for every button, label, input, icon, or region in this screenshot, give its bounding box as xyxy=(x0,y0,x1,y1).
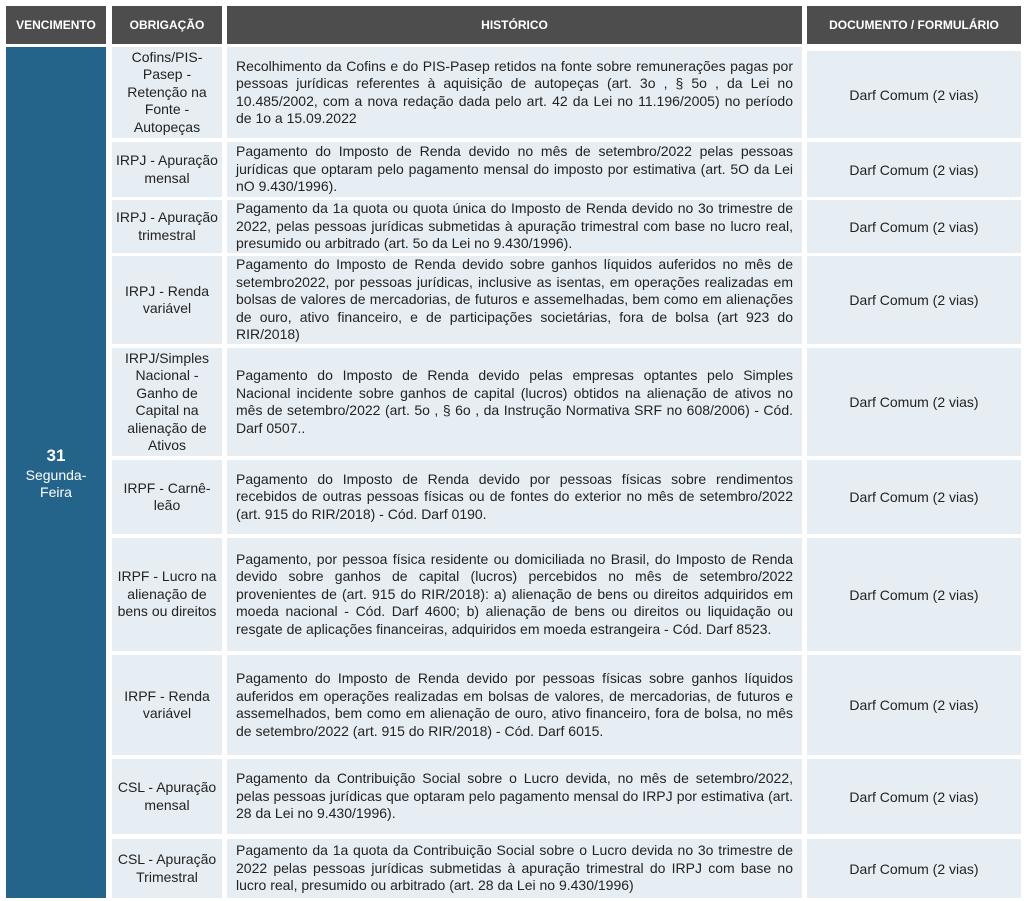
header-documento: DOCUMENTO / FORMULÁRIO xyxy=(807,6,1021,44)
documento-cell: Darf Comum (2 vias) xyxy=(807,759,1021,834)
vencimento-day: 31 xyxy=(46,445,66,465)
historico-text: Pagamento da 1a quota da Contribuição Social sobre o Lucro devida no 3o trimestre de 2022 pelas pessoas jurídicas submetidas à apuração trimestral do IRPJ com base no lucro real, presumido ou arbitrado (art. 28 da Lei no 9.430/1996) xyxy=(236,842,793,894)
historico-cell xyxy=(227,759,802,834)
historico-text: Pagamento da 1a quota ou quota única do Imposto de Renda devido no 3o trimestre de 2022, pelas pessoas jurídicas submetidas à apuração trimestral com base no lucro real, presumido ou arbitrado (art. 5o da Lei no 9.430/1996). xyxy=(236,200,793,252)
obrigacao-cell: IRPF - Carnê-leão xyxy=(112,460,222,534)
documento-cell: Darf Comum (2 vias) xyxy=(807,142,1021,197)
obrigacao-cell: IRPJ - Apuração trimestral xyxy=(112,200,222,253)
vencimento-cell xyxy=(6,47,106,898)
historico-cell xyxy=(227,348,802,456)
obrigacao-cell: IRPF - Lucro na alienação de bens ou direitos xyxy=(112,538,222,651)
obrigacao-cell: IRPJ - Renda variável xyxy=(112,256,222,344)
historico-cell xyxy=(227,839,802,898)
header-vencimento: VENCIMENTO xyxy=(6,6,106,44)
historico-text: Pagamento do Imposto de Renda devido sobre ganhos líquidos auferidos no mês de setembro2022, por pessoas jurídicas, inclusive as isentas, em operações realizadas em bolsas de valores de mercadorias, de futuros e assemelhadas, bem como em alienações de ouro, ativo financeiro, e de participações societárias, fora de bolsa (art 923 do RIR/2018) xyxy=(236,256,793,343)
historico-cell xyxy=(227,47,802,138)
historico-cell xyxy=(227,256,802,344)
documento-cell: Darf Comum (2 vias) xyxy=(807,655,1021,755)
historico-text: Recolhimento da Cofins e do PIS-Pasep retidos na fonte sobre remunerações pagas por pessoas jurídicas referentes à aquisição de autopeças (art. 3o , § 5o , da Lei no 10.485/2002, com a nova redação dada pelo art. 42 da Lei no 11.196/2005) no período de 1o a 15.09.2022 xyxy=(236,57,793,126)
obrigacao-cell: IRPJ/Simples Nacional - Ganho de Capital na alienação de Ativos xyxy=(112,348,222,456)
historico-cell xyxy=(227,142,802,197)
historico-text: Pagamento do Imposto de Renda devido no mês de setembro/2022 pelas pessoas jurídicas que optaram pelo pagamento mensal do imposto por estimativa (art. 5O da Lei nO 9.430/1996). xyxy=(236,143,793,195)
historico-text: Pagamento da Contribuição Social sobre o Lucro devida, no mês de setembro/2022, pelas pessoas jurídicas que optaram pelo pagamento mensal do IRPJ por estimativa (art. 28 da Lei no 9.430/1996). xyxy=(236,770,793,822)
historico-cell xyxy=(227,538,802,651)
header-obrigacao: OBRIGAÇÃO xyxy=(112,6,222,44)
documento-cell: Darf Comum (2 vias) xyxy=(807,460,1021,534)
obrigacao-cell: CSL - Apuração Trimestral xyxy=(112,839,222,898)
historico-cell xyxy=(227,460,802,534)
vencimento-weekday: Segunda-Feira xyxy=(25,466,87,500)
obrigacao-cell: Cofins/PIS-Pasep - Retenção na Fonte - Autopeças xyxy=(112,47,222,138)
historico-cell xyxy=(227,655,802,755)
obrigacao-cell: IRPJ - Apuração mensal xyxy=(112,142,222,197)
documento-cell: Darf Comum (2 vias) xyxy=(807,256,1021,344)
header-historico: HISTÓRICO xyxy=(227,6,802,44)
documento-cell: Darf Comum (2 vias) xyxy=(807,51,1021,138)
obrigacao-cell: IRPF - Renda variável xyxy=(112,655,222,755)
historico-text: Pagamento do Imposto de Renda devido pelas empresas optantes pelo Simples Nacional incidente sobre ganhos de capital (lucros) obtidos na alienação de ativos no mês de setembro/2022 (art. 5o , § 6o , da Instrução Normativa SRF no 608/2006) - Cód. Darf 0507.. xyxy=(236,367,793,436)
documento-cell: Darf Comum (2 vias) xyxy=(807,200,1021,253)
documento-cell: Darf Comum (2 vias) xyxy=(807,839,1021,898)
historico-text: Pagamento do Imposto de Renda devido por pessoas físicas sobre ganhos líquidos auferidos em operações realizadas em bolsas de valores, de mercadorias, de futuros e assemelhados, bem como em alienação de ouro, ativo financeiro, fora de bolsa, no mês de setembro/2022 (art. 915 do RIR/2018) - Cód. Darf 6015. xyxy=(236,670,793,739)
historico-text: Pagamento, por pessoa física residente ou domiciliada no Brasil, do Imposto de Renda devido sobre ganhos de capital (lucros) percebidos no mês de setembro/2022 provenientes de (art. 915 do RIR/2018): a) alienação de bens ou direitos adquiridos em moeda nacional - Cód. Darf 4600; b) alienação de bens ou direitos ou liquidação ou resgate de aplicações financeiras, adquiridos em moeda estrangeira - Cód. Darf 8523. xyxy=(236,550,793,637)
historico-text: Pagamento do Imposto de Renda devido por pessoas físicas sobre rendimentos recebidos de outras pessoas físicas ou de fontes do exterior no mês de setembro/2022 (art. 915 do RIR/2018) - Cód. Darf 0190. xyxy=(236,470,793,522)
documento-cell: Darf Comum (2 vias) xyxy=(807,348,1021,456)
historico-cell xyxy=(227,200,802,253)
obrigacao-cell: CSL - Apuração mensal xyxy=(112,759,222,834)
documento-cell: Darf Comum (2 vias) xyxy=(807,538,1021,651)
